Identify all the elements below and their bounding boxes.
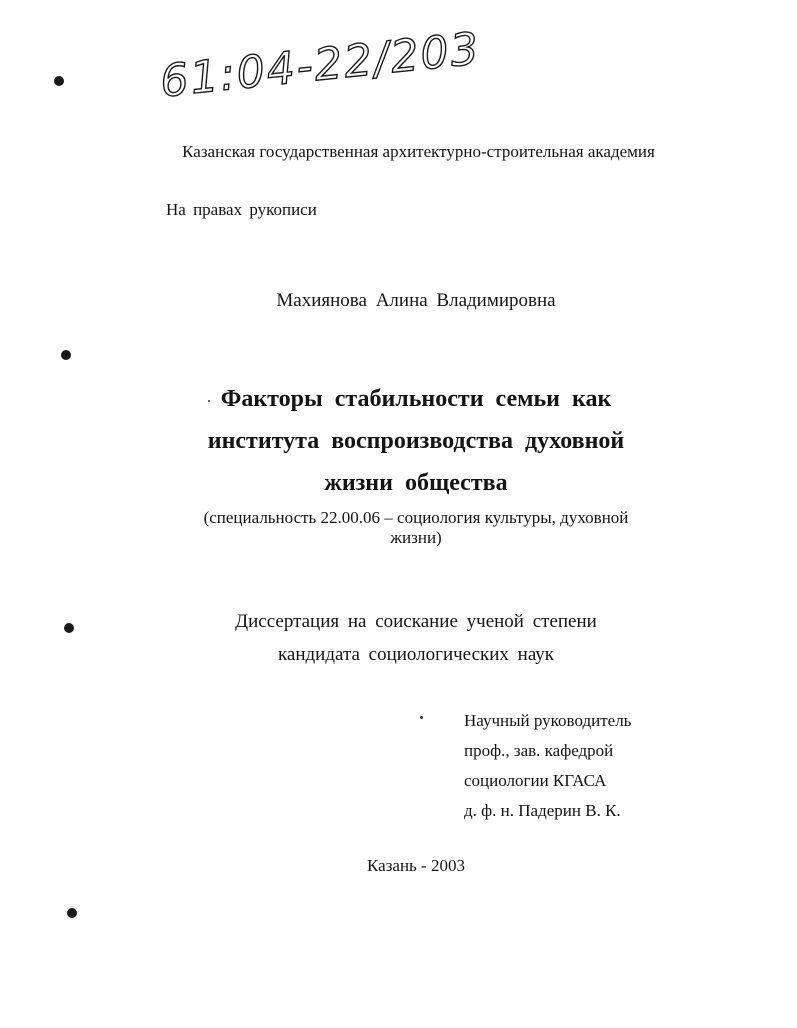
city-and-year: Казань - 2003 bbox=[367, 856, 465, 875]
dissertation-title bbox=[0, 378, 797, 504]
handwritten-code-svg bbox=[157, 23, 483, 110]
manuscript-note: На правах рукописи bbox=[166, 200, 317, 219]
degree-line: кандидата социологических наук bbox=[277, 644, 555, 665]
supervisor-block bbox=[464, 706, 631, 826]
punch-hole-mark bbox=[67, 908, 77, 918]
supervisor-line: проф., зав. кафедрой bbox=[464, 741, 614, 760]
specialty-line: жизни) bbox=[390, 528, 442, 547]
academy-name: Казанская государственная архитектурно-строительная академия bbox=[182, 142, 655, 161]
degree-line: Диссертация на соискание ученой степени bbox=[235, 611, 597, 632]
punch-hole-mark bbox=[54, 76, 64, 86]
specialty-line: (специальность 22.00.06 – социология культуры, духовной bbox=[203, 508, 629, 527]
title-line: жизни общества bbox=[324, 470, 508, 496]
supervisor-line: социологии КГАСА bbox=[464, 771, 607, 790]
supervisor-line: д. ф. н. Падерин В. К. bbox=[464, 801, 621, 820]
degree-statement bbox=[0, 605, 797, 671]
title-line: института воспроизводства духовной bbox=[207, 428, 625, 454]
scan-speck bbox=[420, 716, 423, 719]
title-line: Факторы стабильности семьи как bbox=[220, 386, 612, 412]
handwritten-archive-code bbox=[157, 23, 483, 110]
specialty-note bbox=[0, 508, 797, 548]
supervisor-line: Научный руководитель bbox=[464, 711, 632, 730]
handwritten-code-text: 61:04-22/203 bbox=[157, 23, 483, 108]
author-name: Махиянова Алина Владимировна bbox=[276, 290, 556, 311]
punch-hole-mark bbox=[61, 350, 71, 360]
